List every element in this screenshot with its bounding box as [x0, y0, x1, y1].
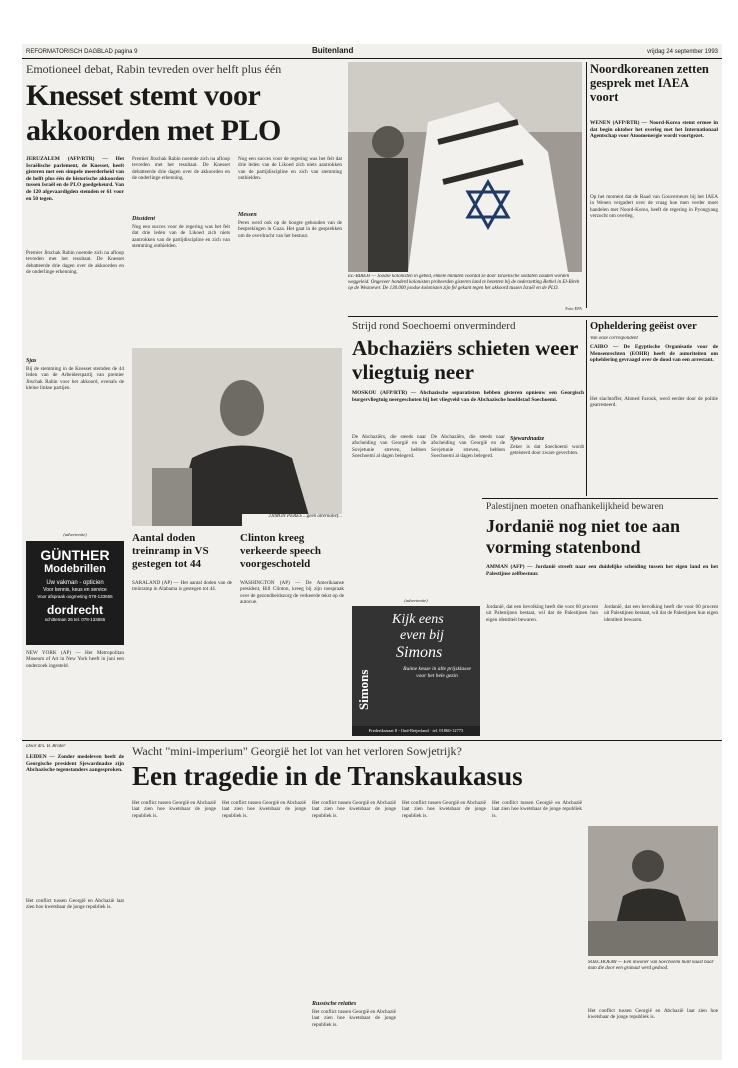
gunther-ad[interactable]	[26, 541, 124, 645]
abchazie-body-col2: De Abchaziërs, die steeds naar afscheiding van Georgië en de Sovjetunie streven, hebben Soechoemi al dagen belegerd.	[431, 434, 505, 460]
abchazie-body-2: Zeker is dat Soechoemi wordt geteisterd door zware gevechten.	[510, 444, 584, 457]
main-kicker: Emotioneel debat, Rabin tevreden over helft plus één	[26, 62, 282, 76]
abchazie-lead: MOSKOU (AFP/RTR) — Abchazische separatisten hebben gisteren opnieuw een Georgisch burgervliegtuig neergeschoten bij het vliegveld van de Abchazische hoofdstad Soechoemi.	[352, 390, 584, 403]
simons-tagline: Ruime keuze in alle prijsklasse voor het hele gezin	[403, 666, 471, 679]
jordanie-body: Jordanië, dat een bevolking heeft die voor 60 procent uit Palestijnen bestaat, wil dat de Palestijnen hun eigen identiteit bewaren.	[486, 604, 598, 623]
georgie-body-col1: Het conflict tussen Georgië en Abchazië laat zien hoe kwetsbaar de jonge republiek is.	[26, 898, 124, 911]
masthead-left: REFORMATORISCH DAGBLAD pagina 9	[26, 49, 138, 55]
simons-footer: Frederikstraat 8 - Oud-Beijerland · tel. 01860-12773	[352, 726, 480, 736]
simons-brand: Simons	[356, 669, 371, 710]
georgie-lead: LEIDEN — Zonder medeleven heeft de Georgische president Sjewardnadze zijn Abchazische tegenstanders aangesproken.	[26, 754, 124, 774]
section-rule	[22, 740, 722, 741]
georgie-body-col4b: Het conflict tussen Georgië en Abchazië laat zien hoe kwetsbaar de jonge republiek is.	[312, 1009, 396, 1028]
soechoemi-caption: SOECHOEMI — Een inwoner van Soechoemi huilt naast haar man die door een granaat werd gedood.	[588, 960, 714, 971]
simons-line1: Kijk eens	[392, 612, 444, 627]
jordanie-body-col2: Jordanië, dat een bevolking heeft die voor 60 procent uit Palestijnen bestaat, wil dat de Palestijnen hun eigen identiteit bewaren.	[604, 604, 718, 623]
georgie-body-col2: Het conflict tussen Georgië en Abchazië laat zien hoe kwetsbaar de jonge republiek is.	[132, 800, 216, 819]
georgie-headline: Een tragedie in de Transkaukasus	[132, 761, 523, 791]
ad-label: (advertentie)	[63, 532, 87, 537]
settlers-photo-illustration	[348, 62, 582, 272]
gunther-line2: Voor kennis, keus en service	[43, 587, 107, 593]
settlers-caption: EL-BIREH — Joodse kolonisten in gebed, enkele minuten voordat ze door Israëlische soldaten zouden worden weggeleid. Ongeveer honderd kolonisten probeerden gisteren land te bezetten bij de nederzetting Bethel in El-Bireh op de Westoever. De 130.000 joodse kolonisten zijn fel gekant tegen het akkoord tussen Israël en de PLO.	[348, 274, 580, 291]
jordanie-lead: AMMAN (AFP) — Jordanië streeft naar een duidelijke scheiding tussen het eigen land en het Palestijnse zelfbestuur.	[486, 564, 718, 577]
section-rule	[348, 316, 718, 317]
abchazie-kicker: Strijd rond Soechoemi onverminderd	[352, 320, 516, 332]
main-body-1: Premier Jitschak Rabin noemde zich na afloop tevreden met het resultaat. De Knesset debatteerde drie dagen over de akkoorden en de onderlinge erkenning.	[26, 250, 124, 276]
marteling-byline: Van onze correspondent	[590, 336, 638, 341]
section-rule	[482, 498, 718, 499]
gunther-city: dordrecht	[46, 603, 103, 617]
main-body-col3: Nog een succes voor de regering was het feit dat drie leden van de Likoed zich niets aantrokken van de partijdiscipline en zich van stemming onthielden.	[238, 156, 342, 182]
gunther-brand-sub: Modebrillen	[44, 563, 106, 575]
georgie-body-col4: Het conflict tussen Georgië en Abchazië laat zien hoe kwetsbaar de jonge republiek is.	[312, 800, 396, 819]
marteling-lead: CAIRO — De Egyptische Organisatie voor de Mensenrechten (EOHR) heeft de autoriteiten om opheldering gevraagd over de dood van een arrestant.	[590, 344, 718, 364]
treinramp-body: SARALAND (AP) — Het aantal doden van de treinramp in Alabama is gestegen tot 44.	[132, 580, 232, 593]
main-body-col2: Premier Jitschak Rabin noemde zich na afloop tevreden met het resultaat. De Knesset debatteerde drie dagen over de akkoorden en de onderlinge erkenning.	[132, 156, 230, 182]
main-subhead-messen: Messen	[238, 212, 257, 218]
gunther-line3: Voor afspraak oogmeting 078-133655	[37, 594, 113, 599]
peres-photo-illustration	[132, 348, 342, 526]
marteling-headline: Opheldering geëist over	[590, 321, 697, 332]
section-title: Buitenland	[312, 47, 354, 55]
settlers-photo	[348, 62, 582, 272]
georgie-body-col5: Het conflict tussen Georgië en Abchazië laat zien hoe kwetsbaar de jonge republiek is.	[402, 800, 486, 819]
gunther-address: schitteman 26 tel. 078-133655	[44, 617, 106, 622]
soechoemi-photo-illustration	[588, 826, 718, 956]
masthead-rule	[22, 58, 722, 59]
georgie-body-col3: Het conflict tussen Georgië en Abchazië laat zien hoe kwetsbaar de jonge republiek is.	[222, 800, 306, 819]
settlers-photo-credit: Foto: EPA	[565, 306, 582, 311]
simons-ad[interactable]	[352, 606, 480, 736]
iaea-headline: Noordkoreanen zetten gesprek met IAEA voort	[590, 62, 709, 104]
jordanie-kicker: Palestijnen moeten onafhankelijkheid bewaren	[486, 502, 664, 512]
main-subhead-dissident: Dissident	[132, 216, 156, 222]
iaea-body: Op het moment dat de Raad van Gouverneurs bij het IAEA in Wenen vergadert over de vraag hoe men verder moet handelen met Noord-Korea, heeft de regering in Pyongyang verzocht om overleg.	[590, 194, 718, 220]
main-body-2: Bij de stemming in de Knesset stemden de 44 leden van de Arbeiderspartij van premier Jitschak Rabin voor het akkoord, evenals de kleine linkse partijen.	[26, 366, 124, 392]
simons-line2: even bij	[400, 628, 444, 643]
column-divider	[586, 62, 587, 308]
gunther-brand: GÜNTHER	[40, 547, 110, 563]
abchazie-body: De Abchaziërs, die steeds naar afscheiding van Georgië en de Sovjetunie streven, hebben Soechoemi al dagen belegerd.	[352, 434, 426, 460]
main-lead: JERUZALEM (AFP/RTR) — Het Israëlische parlement, de Knesset, heeft gisteren met een simpele meerderheid van de helft plus één de historische akkoorden tussen Israël en de PLO goedgekeurd. Van de 120 afgevaardigden stemden er 61 voor en 50 tegen.	[26, 156, 124, 202]
main-headline: Knesset stemt voor akkoorden met PLO	[26, 79, 281, 147]
newspaper-page	[22, 44, 722, 1060]
main-subhead-sjas: Sjas	[26, 358, 37, 364]
georgie-subhead: Russische relaties	[312, 1001, 357, 1007]
abchazie-headline: Abchaziërs schieten weer vliegtuig neer	[352, 336, 578, 384]
peres-photo	[132, 348, 342, 526]
abchazie-subhead: Sjewardnadze	[510, 436, 545, 442]
main-body-4: Peres werd ook op de hoogte gehouden van de besprekingen in Gaza. Het gaat in de gesprekken om de overdracht van het bestuur.	[238, 220, 342, 239]
georgie-body-col7: Het conflict tussen Georgië en Abchazië laat zien hoe kwetsbaar de jonge republiek is.	[588, 1008, 718, 1021]
newyork-item: NEW YORK (AP) — Het Metropolitan Museum of Art in New York heeft in juni een onderzoek ingesteld.	[26, 650, 124, 669]
georgie-kicker: Wacht "mini-imperium" Georgië het lot van het verloren Sowjetrijk?	[132, 744, 462, 758]
gunther-line1: Uw vakman - opticien	[46, 580, 104, 586]
clinton-body: WASHINGTON (AP) — De Amerikaanse president, Bill Clinton, kreeg bij zijn toespraak over de gezondheidszorg de verkeerde tekst op de autocue.	[240, 580, 344, 606]
column-divider	[586, 320, 587, 496]
simons-line3: Simons	[396, 644, 443, 661]
peres-caption: JJIMON PERES ...geen alternatief...	[242, 514, 342, 526]
marteling-body: Het slachtoffer, Ahmed Farouk, werd eerder door de politie gearresteerd.	[590, 396, 718, 409]
main-body-3: Nog een succes voor de regering was het feit dat drie leden van de Likoed zich niets aantrokken van de partijdiscipline en zich van stemming onthielden.	[132, 224, 230, 250]
jordanie-headline: Jordanië nog niet toe aan vorming statenbond	[486, 516, 681, 557]
georgie-body-col6: Het conflict tussen Georgië en Abchazië laat zien hoe kwetsbaar de jonge republiek is.	[492, 800, 582, 819]
masthead-date: vrijdag 24 september 1993	[646, 49, 718, 55]
treinramp-headline: Aantal doden treinramp in VS gestegen tot 44	[132, 532, 209, 570]
georgie-byline: Door drs. B. Brider	[26, 744, 66, 749]
soechoemi-photo	[588, 826, 718, 956]
simons-ad-label: (advertentie)	[404, 598, 428, 603]
iaea-lead: WENEN (AFP/RTR) — Noord-Korea stemt ermee in dat begin oktober het overleg met het Internationaal Agentschap voor Atoomenergie wordt voortgezet.	[590, 120, 718, 140]
clinton-headline: Clinton kreeg verkeerde speech voorgeschoteld	[240, 532, 321, 570]
